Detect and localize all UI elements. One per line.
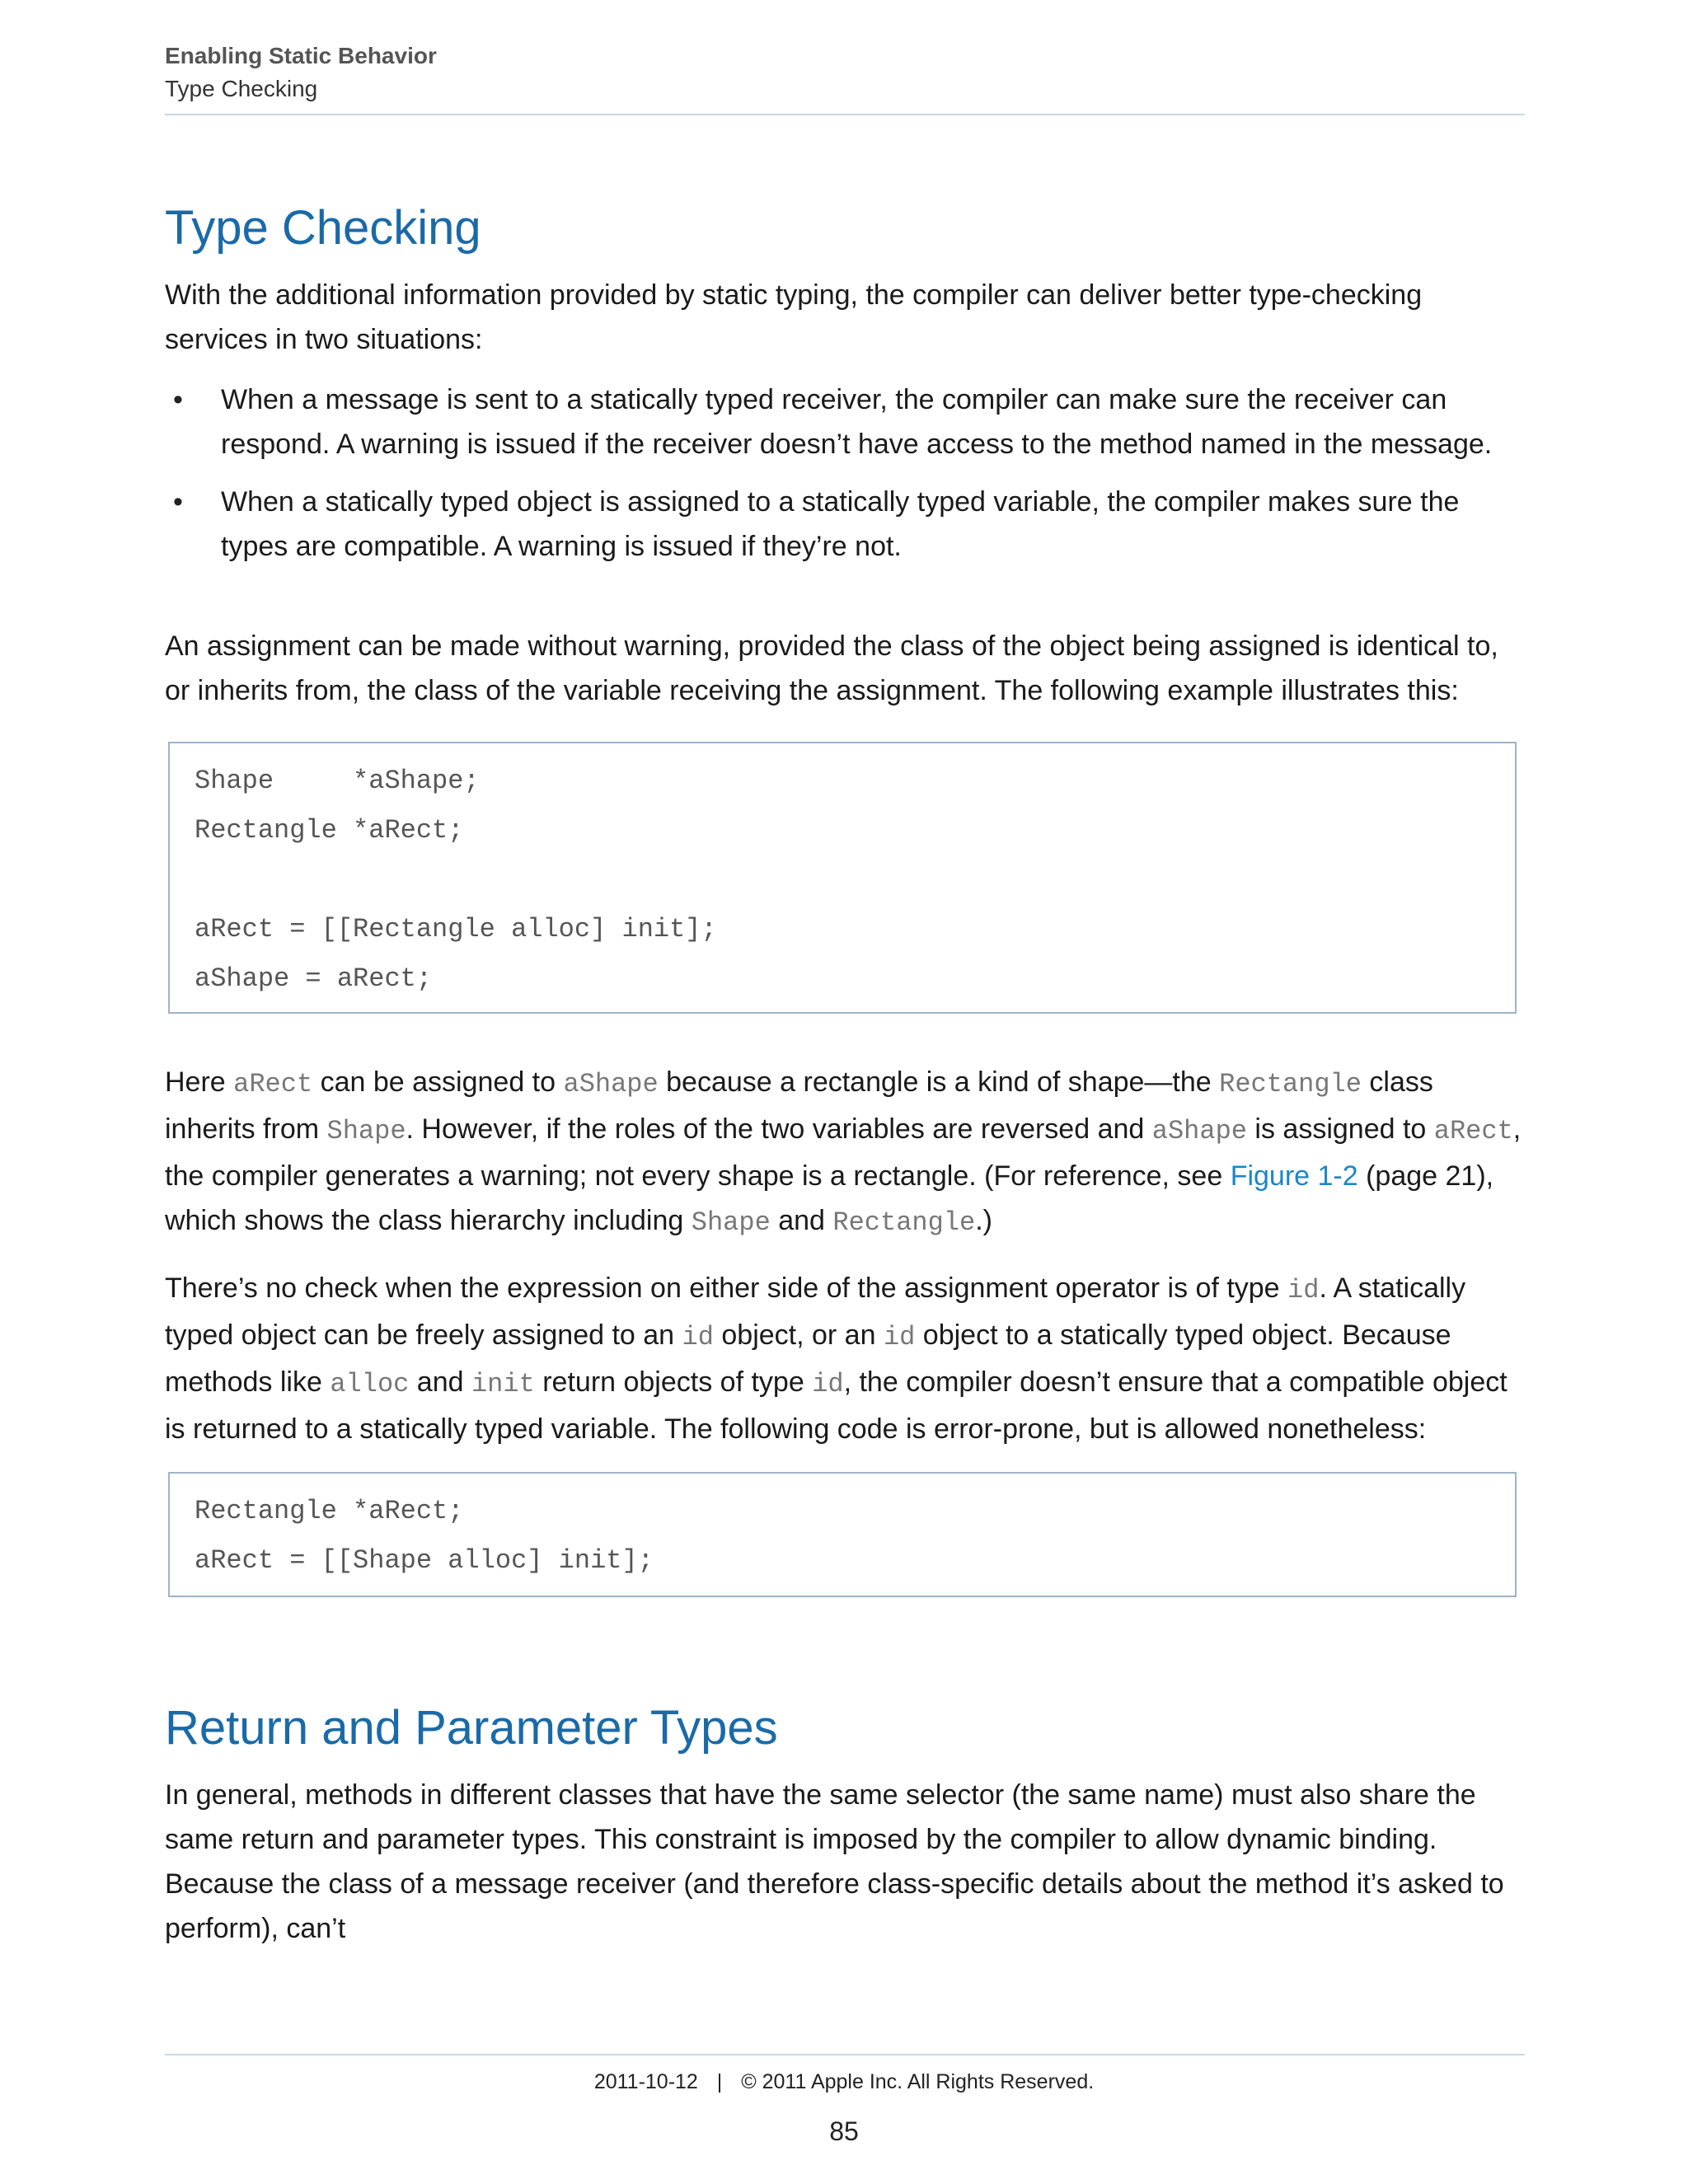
code-listing-1 bbox=[168, 742, 1517, 1014]
code-inline: Rectangle bbox=[1219, 1069, 1362, 1099]
code-inline: aShape bbox=[1151, 1116, 1247, 1146]
return-param-paragraph-block bbox=[165, 1773, 1525, 1951]
code-inline: Shape bbox=[691, 1207, 771, 1238]
code-line: aShape = aRect; bbox=[195, 963, 433, 994]
list-item bbox=[165, 480, 1525, 569]
text-run: object to a statically typed object. Because methods like bbox=[165, 1319, 1451, 1398]
text-run: because a rectangle is a kind of shape—the bbox=[658, 1066, 1220, 1098]
code-inline: aShape bbox=[563, 1069, 659, 1099]
return-param-paragraph: In general, methods in different classes that have the same selector (the same name) must also share the same return and parameter types. This constraint is imposed by the compiler to allow dynamic binding. Because the class of a message receiver (and therefore class-specific details about the method it’s asked to perform), can’t bbox=[165, 1779, 1504, 1944]
code-line: aRect = [[Rectangle alloc] init]; bbox=[195, 914, 717, 944]
here-paragraph-block bbox=[165, 1060, 1525, 1245]
code-line: aRect = [[Shape alloc] init]; bbox=[195, 1545, 654, 1576]
text-run: is assigned to bbox=[1246, 1113, 1434, 1145]
text-run: return objects of type bbox=[534, 1366, 813, 1398]
bullet-list bbox=[165, 377, 1525, 582]
code-inline: aRect bbox=[233, 1069, 313, 1099]
nocheck-paragraph bbox=[165, 1266, 1525, 1451]
type-checking-intro bbox=[165, 273, 1525, 362]
header-divider bbox=[165, 114, 1525, 115]
running-header bbox=[165, 40, 1525, 105]
code-inline: id bbox=[812, 1369, 844, 1399]
code-inline: id bbox=[883, 1322, 916, 1352]
footer-separator: | bbox=[716, 2070, 723, 2093]
intro-paragraph: With the additional information provided by static typing, the compiler can deliver better type-checking services in two situations: bbox=[165, 279, 1423, 355]
assignment-paragraph-block bbox=[165, 624, 1525, 713]
text-run: . However, if the roles of the two variables are reversed and bbox=[406, 1113, 1152, 1145]
footer bbox=[0, 2065, 1688, 2098]
text-run: and bbox=[409, 1366, 471, 1398]
text-run: can be assigned to bbox=[312, 1066, 564, 1098]
text-run: , the compiler doesn’t ensure that a compatible object is returned to a statically typed variable. The following code is error-prone, but is allowed nonetheless: bbox=[165, 1366, 1507, 1445]
code-listing-2 bbox=[168, 1472, 1517, 1597]
list-item-text: When a message is sent to a statically typed receiver, the compiler can make sure the receiver can respond. A warning is issued if the receiver doesn’t have access to the method named in the message. bbox=[221, 384, 1493, 460]
list-item-text: When a statically typed object is assigned to a statically typed variable, the compiler makes sure the types are compatible. A warning is issued if they’re not. bbox=[221, 486, 1460, 562]
page-number: 85 bbox=[829, 2116, 859, 2146]
footer-divider bbox=[165, 2054, 1525, 2055]
section-heading-return-parameter-types: Return and Parameter Types bbox=[165, 1701, 778, 1755]
text-run: class inherits from bbox=[165, 1066, 1433, 1145]
footer-copyright: © 2011 Apple Inc. All Rights Reserved. bbox=[741, 2070, 1095, 2093]
code-inline: aRect bbox=[1433, 1116, 1513, 1146]
code-line: Rectangle *aRect; bbox=[195, 815, 464, 846]
text-run: (page 21), which shows the class hierarchy including bbox=[165, 1160, 1494, 1236]
text-run: object, or an bbox=[713, 1319, 884, 1351]
return-param-section bbox=[165, 1699, 1525, 1757]
code-line: Shape *aShape; bbox=[195, 766, 480, 796]
figure-link[interactable]: Figure 1-2 bbox=[1230, 1160, 1358, 1192]
nocheck-paragraph-block bbox=[165, 1266, 1525, 1451]
code-inline: alloc bbox=[330, 1369, 410, 1399]
text-run: .) bbox=[975, 1205, 992, 1236]
code-inline: Shape bbox=[326, 1116, 406, 1146]
here-paragraph bbox=[165, 1060, 1525, 1245]
section-heading-type-checking: Type Checking bbox=[165, 201, 481, 255]
type-checking-section bbox=[165, 199, 1525, 257]
code-inline: Rectangle bbox=[832, 1207, 976, 1238]
text-run: , the compiler generates a warning; not every shape is a rectangle. (For reference, see bbox=[165, 1113, 1522, 1192]
bullet-icon: • bbox=[173, 486, 183, 518]
text-run: and bbox=[770, 1205, 833, 1236]
text-run: There’s no check when the expression on either side of the assignment operator is of type bbox=[165, 1272, 1288, 1304]
text-run: . A statically typed object can be freely assigned to an bbox=[165, 1272, 1466, 1351]
header-section-title: Type Checking bbox=[165, 76, 318, 101]
footer-date: 2011-10-12 bbox=[593, 2070, 698, 2093]
text-run: Here bbox=[165, 1066, 234, 1098]
list-item bbox=[165, 377, 1525, 466]
code-inline: id bbox=[682, 1322, 714, 1352]
header-chapter-title: Enabling Static Behavior bbox=[165, 43, 437, 68]
assignment-paragraph: An assignment can be made without warning, provided the class of the object being assigned is identical to, or inherits from, the class of the variable receiving the assignment. The following example illustrates this: bbox=[165, 630, 1498, 706]
code-inline: init bbox=[471, 1369, 535, 1399]
bullet-icon: • bbox=[173, 384, 183, 415]
code-line: Rectangle *aRect; bbox=[195, 1496, 464, 1526]
code-inline: id bbox=[1287, 1275, 1320, 1305]
code-line bbox=[195, 855, 1490, 905]
